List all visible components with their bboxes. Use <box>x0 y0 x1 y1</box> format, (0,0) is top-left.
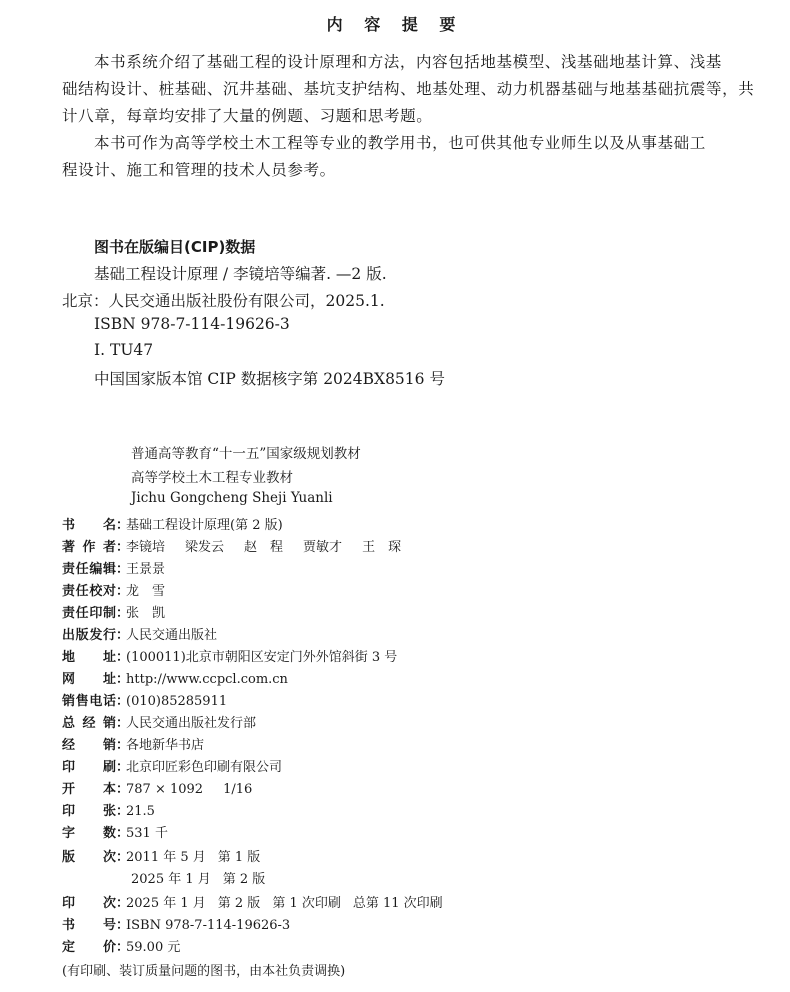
summary-para1-line1: 本书系统介绍了基础工程的设计原理和方法，内容包括地基模型、浅基础地基计算、浅基 <box>94 53 722 71</box>
value-distributor: 人民交通出版社发行部 <box>126 716 257 731</box>
summary-para2-line2: 程设计、施工和管理的技术人员参考。 <box>62 161 336 179</box>
series-pinyin: Jichu Gongcheng Sheji Yuanli <box>131 490 333 506</box>
series-line1: 普通高等教育“十一五”国家级规划教材 <box>131 446 361 462</box>
value-edition1: 第 1 版 <box>217 850 261 865</box>
colophon-editor: 责任编辑 ： 王景景 <box>62 558 165 577</box>
colophon-isbn: 书号 ： ISBN 978-7-114-19626-3 <box>62 914 290 933</box>
value-book-name: 基础工程设计原理(第 2 版) <box>126 518 283 533</box>
label-proofreader: 责任校对 <box>62 584 116 599</box>
value-sales-phone: (010)85285911 <box>126 694 228 709</box>
colophon-proofreader: 责任校对 ： 龙 雪 <box>62 580 165 599</box>
colophon-editions: 版次 ： 2011 年 5 月 第 1 版 <box>62 846 260 865</box>
value-printer: 北京印匠彩色印刷有限公司 <box>126 760 283 775</box>
label-book-name: 书名 <box>62 518 116 533</box>
colophon-word-count: 字数 ： 531 千 <box>62 822 168 841</box>
author-3: 赵 程 <box>244 540 284 555</box>
colophon-notice <box>62 960 345 979</box>
value-address: (100011)北京市朝阳区安定门外外馆斜街 3 号 <box>126 650 398 665</box>
colophon-authors: 著作者 ： 李镜培 梁发云 赵 程 贾敏才 王 琛 <box>62 536 401 555</box>
value-editor: 王景景 <box>126 562 166 577</box>
value-edition2-date: 2025 年 1 月 <box>131 872 211 887</box>
label-publisher: 出版发行 <box>62 628 116 643</box>
summary-para1-line2: 础结构设计、桩基础、沉井基础、基坑支护结构、地基处理、动力机器基础与地基基础抗震等，共 <box>62 80 755 98</box>
label-isbn: 书号 <box>62 918 116 933</box>
label-editions: 版次 <box>62 850 116 865</box>
label-editor: 责任编辑 <box>62 562 116 577</box>
label-sales-phone: 销售电话 <box>62 694 116 709</box>
colophon-publisher: 出版发行 ： 人民交通出版社 <box>62 624 217 643</box>
label-sheets: 印张 <box>62 804 116 819</box>
label-impression: 印次 <box>62 896 116 911</box>
colophon-printing-officer: 责任印制 ： 张 凯 <box>62 602 165 621</box>
colophon-website: 网址 ： http://www.ccpcl.com.cn <box>62 668 288 687</box>
cip-line-classification: Ⅰ. TU47 <box>94 341 154 359</box>
value-dealers: 各地新华书店 <box>126 738 205 753</box>
value-word-count: 531 千 <box>126 826 168 841</box>
value-impression-total: 总第 11 次印刷 <box>352 896 443 911</box>
colophon-printer: 印刷 ： 北京印匠彩色印刷有限公司 <box>62 756 282 775</box>
colophon-address: 地址 ： (100011)北京市朝阳区安定门外外馆斜街 3 号 <box>62 646 397 665</box>
label-word-count: 字数 <box>62 826 116 841</box>
label-website: 网址 <box>62 672 116 687</box>
summary-title: 内 容 提 要 <box>326 15 464 34</box>
colophon-distributor: 总经销 ： 人民交通出版社发行部 <box>62 712 256 731</box>
value-proofreader: 龙 雪 <box>126 584 166 599</box>
cip-line-title: 基础工程设计原理 / 李镜培等编著. —2 版. <box>94 265 387 283</box>
value-edition1-date: 2011 年 5 月 <box>126 850 206 865</box>
colophon-book-name: 书名 ： 基础工程设计原理(第 2 版) <box>62 514 283 533</box>
colophon-format: 开本 ： 787 × 1092 1/16 <box>62 778 252 797</box>
series-line2: 高等学校土木工程专业教材 <box>131 470 293 486</box>
author-5: 王 琛 <box>362 540 402 555</box>
summary-para1-line3: 计八章，每章均安排了大量的例题、习题和思考题。 <box>62 107 433 125</box>
colophon-sheets: 印张 ： 21.5 <box>62 800 155 819</box>
quality-notice: (有印刷、装订质量问题的图书，由本社负责调换) <box>62 964 346 979</box>
value-isbn: ISBN 978-7-114-19626-3 <box>126 918 291 933</box>
value-impression-number: 第 1 次印刷 <box>272 896 341 911</box>
colophon-editions-row2 <box>131 868 265 887</box>
cip-line-publisher: 北京：人民交通出版社股份有限公司，2025.1. <box>62 292 385 310</box>
author-1: 李镜培 <box>126 540 166 555</box>
value-price: 59.00 元 <box>126 940 181 955</box>
label-authors: 著作者 <box>62 540 116 555</box>
cip-heading: 图书在版编目(CIP)数据 <box>94 238 256 256</box>
author-4: 贾敏才 <box>303 540 343 555</box>
value-sheets: 21.5 <box>126 804 155 819</box>
colophon-sales-phone: 销售电话 ： (010)85285911 <box>62 690 227 709</box>
label-printer: 印刷 <box>62 760 116 775</box>
author-2: 梁发云 <box>185 540 225 555</box>
label-address: 地址 <box>62 650 116 665</box>
label-format: 开本 <box>62 782 116 797</box>
cip-line-datacode: 中国国家版本馆 CIP 数据核字第 2024BX8516 号 <box>94 370 445 388</box>
summary-para2-line1: 本书可作为高等学校土木工程等专业的教学用书，也可供其他专业师生以及从事基础工 <box>94 134 706 152</box>
label-price: 定价 <box>62 940 116 955</box>
label-distributor: 总经销 <box>62 716 116 731</box>
value-impression-date: 2025 年 1 月 <box>126 896 206 911</box>
value-printing-officer: 张 凯 <box>126 606 166 621</box>
cip-line-isbn: ISBN 978-7-114-19626-3 <box>94 315 290 333</box>
label-dealers: 经销 <box>62 738 116 753</box>
colophon-dealers: 经销 ： 各地新华书店 <box>62 734 204 753</box>
colophon-impression: 印次 ： 2025 年 1 月 第 2 版 第 1 次印刷 总第 11 次印刷 <box>62 892 443 911</box>
value-format-size: 787 × 1092 <box>126 782 204 797</box>
value-website: http://www.ccpcl.com.cn <box>126 672 288 687</box>
value-publisher: 人民交通出版社 <box>126 628 218 643</box>
value-edition2: 第 2 版 <box>222 872 266 887</box>
colophon-price: 定价 ： 59.00 元 <box>62 936 180 955</box>
value-format-fold: 1/16 <box>223 782 253 797</box>
label-printing-officer: 责任印制 <box>62 606 116 621</box>
value-impression-edition: 第 2 版 <box>217 896 261 911</box>
